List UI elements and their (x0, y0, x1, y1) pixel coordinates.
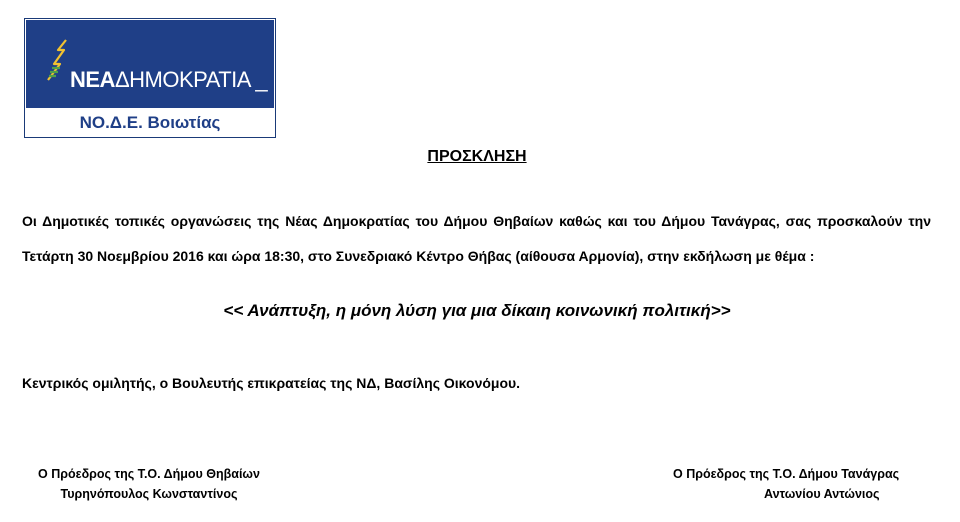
document-title: ΠΡΟΣΚΛΗΣΗ (427, 148, 527, 165)
logo-brand-light: ΔΗΜΟΚΡΑΤΙΑ _ (114, 67, 268, 92)
logo-subtitle: ΝΟ.Δ.Ε. Βοιωτίας (26, 108, 274, 137)
logo-brand-bold: ΝΕΑ (70, 67, 115, 92)
logo-wordmark (70, 67, 267, 93)
event-theme: << Ανάπτυξη, η μόνη λύση για μια δίκαιη κοινωνική πολιτική>> (223, 301, 731, 320)
signature-left (24, 464, 274, 504)
invitation-paragraph: Οι Δημοτικές τοπικές οργανώσεις της Νέας Δημοκρατίας του Δήμου Θηβαίων καθώς και του Δήμου Τανάγρας, σας προσκαλούν την Τετάρτη 30 Νοεμβρίου 2016 και ώρα 18:30, στο Συνεδριακό Κέντρο Θήβας (αίθουσα Αρμονία), στην εκδήλωση με θέμα : (22, 213, 931, 264)
signature-left-name: Τυρηνόπουλος Κωνσταντίνος (60, 487, 238, 501)
signature-right-title: Ο Πρόεδρος της Τ.Ο. Δήμου Τανάγρας (673, 467, 900, 481)
signature-left-title: Ο Πρόεδρος της Τ.Ο. Δήμου Θηβαίων (38, 467, 260, 481)
logo-banner (26, 20, 274, 108)
signature-right-name: Αντωνίου Αντώνιος (764, 487, 880, 501)
signature-right (670, 464, 932, 504)
party-logo (24, 18, 276, 138)
keynote-speaker: Κεντρικός ομιλητής, ο Βουλευτής επικρατείας της ΝΔ, Βασίλης Οικονόμου. (22, 375, 521, 391)
